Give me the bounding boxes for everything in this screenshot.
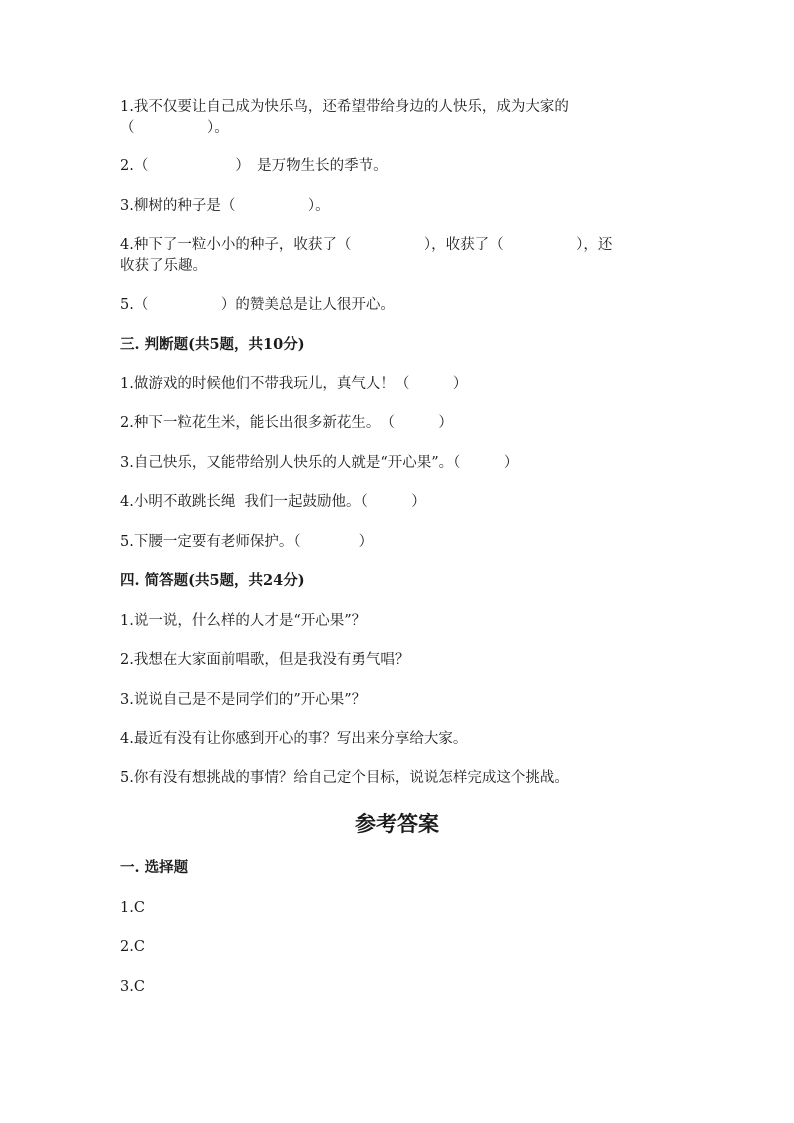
short-answer-item: 5.你有没有想挑战的事情？给自己定个目标，说说怎样完成这个挑战。 <box>120 770 569 786</box>
judge-item: 5.下腰一定要有老师保护。（ ） <box>120 534 374 550</box>
short-answer-item: 3.说说自己是不是同学们的”开心果”？ <box>120 692 367 708</box>
short-answer-item: 2.我想在大家面前唱歌，但是我没有勇气唱？ <box>120 652 410 668</box>
judge-section-heading: 三. 判断题(共5题，共10分) <box>120 336 305 353</box>
fill-blank-q4-line2: 收获了乐趣。 <box>120 258 207 274</box>
short-answer-section-heading: 四. 简答题(共5题，共24分) <box>120 572 305 589</box>
answer-item: 1.C <box>120 900 145 916</box>
fill-blank-q2: 2.（ ） 是万物生长的季节。 <box>120 158 388 174</box>
answer-section-heading: 一. 选择题 <box>120 859 189 876</box>
answer-item: 3.C <box>120 979 145 995</box>
fill-blank-q1-line1: 1.我不仅要让自己成为快乐鸟，还希望带给身边的人快乐，成为大家的 <box>120 99 569 115</box>
fill-blank-q4-line1: 4.种下了一粒小小的种子，收获了（ ），收获了（ ），还 <box>120 237 613 253</box>
answer-item: 2.C <box>120 939 145 955</box>
short-answer-item: 4.最近有没有让你感到开心的事？写出来分享给大家。 <box>120 731 468 747</box>
judge-item: 4.小明不敢跳长绳 我们一起鼓励他。（ ） <box>120 494 426 510</box>
fill-blank-q5: 5.（ ）的赞美总是让人很开心。 <box>120 297 395 313</box>
judge-item: 3.自己快乐，又能带给别人快乐的人就是“开心果”。（ ） <box>120 455 519 471</box>
answer-key-title: 参考答案 <box>355 811 439 836</box>
judge-item: 1.做游戏的时候他们不带我玩儿，真气人！（ ） <box>120 376 468 392</box>
fill-blank-q3: 3.柳树的种子是（ ）。 <box>120 198 330 214</box>
judge-item: 2.种下一粒花生米，能长出很多新花生。 （ ） <box>120 415 453 431</box>
short-answer-item: 1.说一说，什么样的人才是“开心果”？ <box>120 613 367 629</box>
fill-blank-q1-line2: （ ）。 <box>120 120 229 136</box>
